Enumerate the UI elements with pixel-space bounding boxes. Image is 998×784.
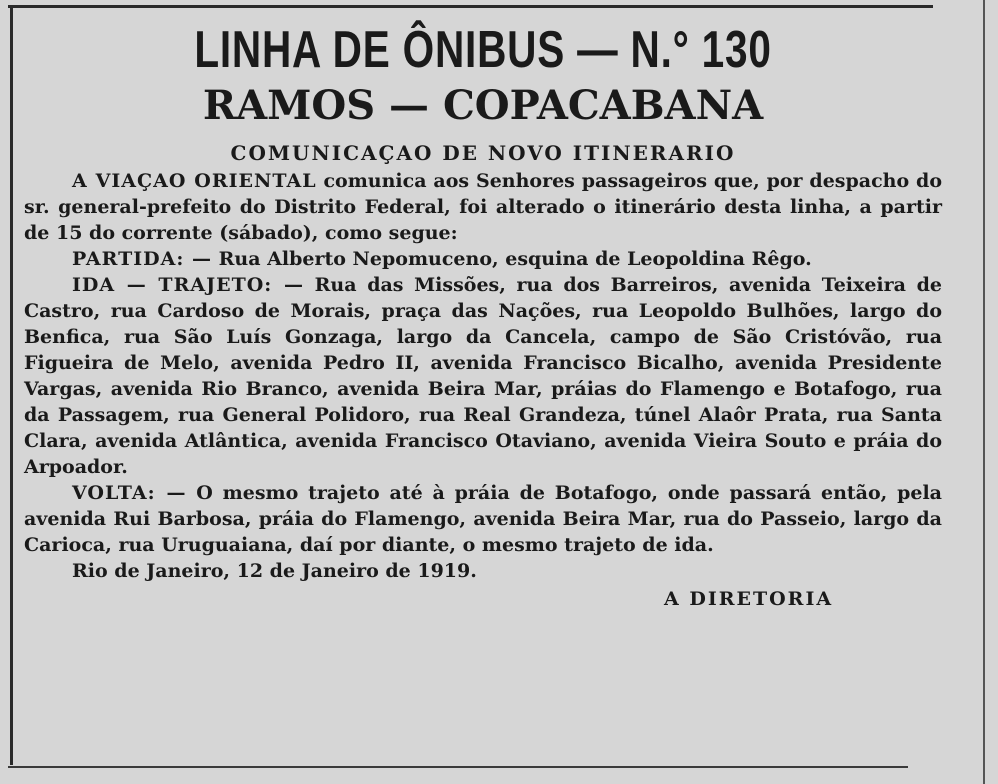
company-name: A VIAÇAO ORIENTAL xyxy=(72,170,317,192)
volta-label: VOLTA: — xyxy=(72,482,187,504)
partida-text: Rua Alberto Nepomuceno, esquina de Leopoldina Rêgo. xyxy=(211,248,812,270)
announcement-body xyxy=(24,168,942,558)
left-border-rule xyxy=(10,5,13,765)
notice-heading: COMUNICAÇAO DE NOVO ITINERARIO xyxy=(230,141,736,165)
dateline: Rio de Janeiro, 12 de Janeiro de 1919. xyxy=(72,560,477,582)
top-border-rule xyxy=(8,5,933,8)
intro-paragraph xyxy=(24,168,942,246)
announcement xyxy=(24,20,942,612)
intro-text: comunica aos Senhores passageiros que, por despacho do sr. general-prefeito do Distrito Federal, foi alterado o itinerário desta linha, a partir de 15 do corrente (sábado), como segue: xyxy=(24,170,942,244)
signature: A DIRETORIA xyxy=(664,588,834,610)
bottom-border-rule xyxy=(8,766,908,768)
right-border-rule xyxy=(983,0,985,784)
headline-title: LINHA DE ÔNIBUS — N.° 130 xyxy=(194,21,772,79)
partida-label: PARTIDA: — xyxy=(72,248,212,270)
ida-text: Rua das Missões, rua dos Barreiros, avenida Teixeira de Castro, rua Cardoso de Morais, praça das Nações, rua Leopoldo Bulhões, largo do Benfica, rua São Luís Gonzaga, largo da Cancela, campo de São Cristóvão, rua Figueira de Melo, avenida Pedro II, avenida Francisco Bicalho, avenida Presidente Vargas, avenida Rio Branco, avenida Beira Mar, práias do Flamengo e Botafogo, rua da Passagem, rua General Polidoro, rua Real Grandeza, túnel Alaôr Prata, rua Santa Clara, avenida Atlântica, avenida Francisco Otaviano, avenida Vieira Souto e práia do Arpoador. xyxy=(24,274,942,478)
ida-paragraph xyxy=(24,272,942,480)
volta-paragraph xyxy=(24,480,942,558)
ida-label: IDA — TRAJETO: — xyxy=(72,274,304,296)
partida-paragraph xyxy=(24,246,942,272)
route-subtitle: RAMOS — COPACABANA xyxy=(202,82,764,129)
volta-text: O mesmo trajeto até à práia de Botafogo, onde passará então, pela avenida Rui Barbosa, práia do Flamengo, avenida Beira Mar, rua do Passeio, largo da Carioca, rua Uruguaiana, daí por diante, o mesmo trajeto de ida. xyxy=(24,482,942,556)
